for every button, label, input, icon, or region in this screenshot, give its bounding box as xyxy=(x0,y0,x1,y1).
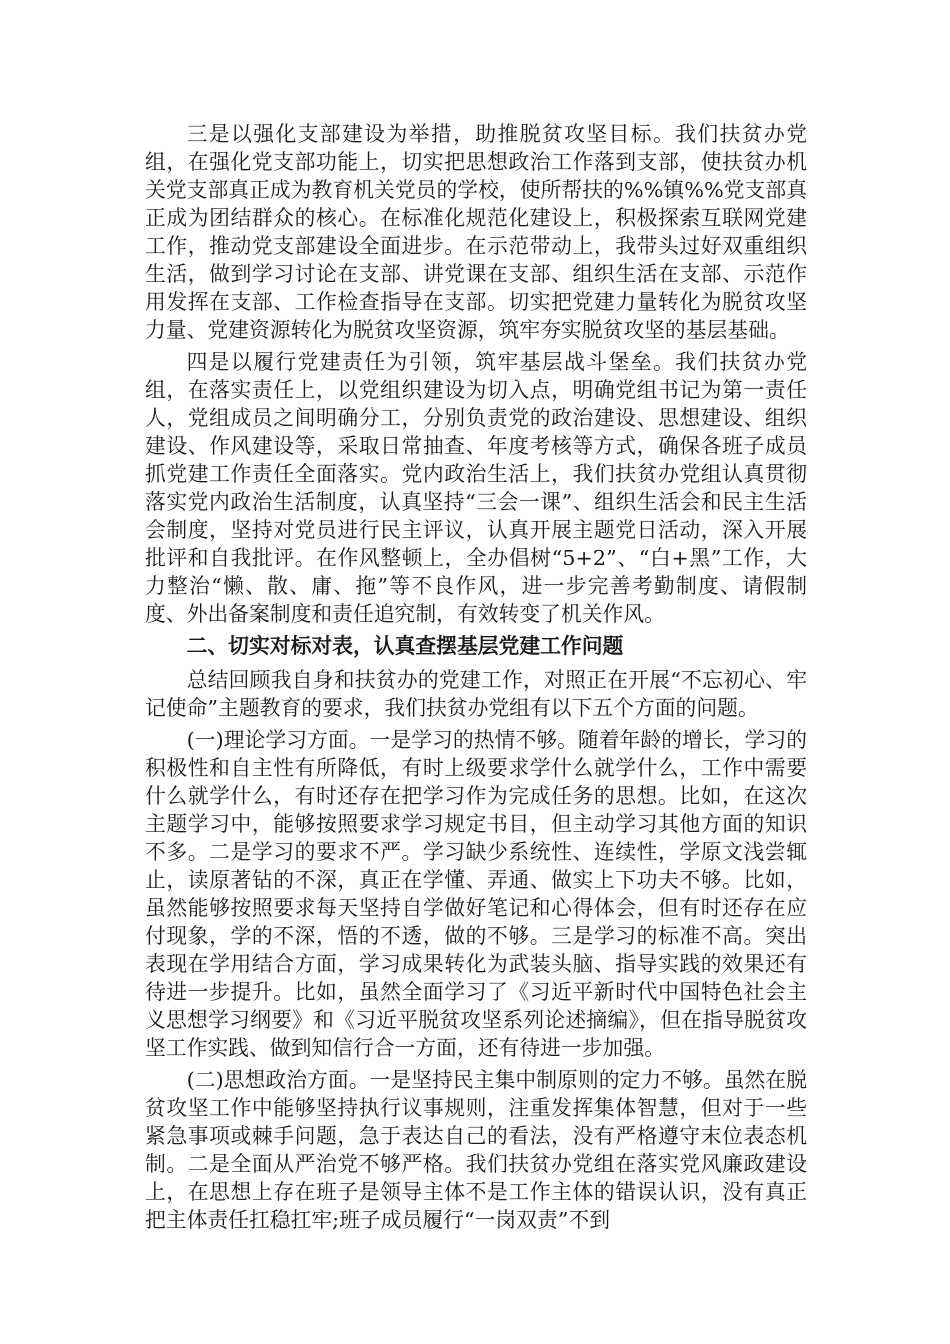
paragraph-summary: 总结回顾我自身和扶贫办的党建工作，对照正在开展“不忘初心、牢记使命”主题教育的要求，我们扶贫办党组有以下五个方面的问题。 xyxy=(145,668,807,720)
paragraph-theory-study: (一)理论学习方面。一是学习的热情不够。随着年龄的增长，学习的积极性和自主性有所降低，有时上级要求学什么就学什么，工作中需要什么就学什么，有时还存在把学习作为完成任务的思想。比如，在这次主题学习中，能够按照要求学习规定书目，但主动学习其他方面的知识不多。二是学习的要求不严。学习缺少系统性、连续性，学原文浅尝辄止，读原著钻的不深，真正在学懂、弄通、做实上下功夫不够。比如，虽然能够按照要求每天坚持自学做好笔记和心得体会，但有时还存在应付现象，学的不深，悟的不透，做的不够。三是学习的标准不高。突出表现在学用结合方面，学习成果转化为武装头脑、指导实践的效果还有待进一步提升。比如，虽然全面学习了《习近平新时代中国特色社会主义思想学习纲要》和《习近平脱贫攻坚系列论述摘编》，但在指导脱贫攻坚工作实践、做到知信行合一方面，还有待进一步加强。 xyxy=(145,728,807,1060)
paragraph-political-thought: (二)思想政治方面。一是坚持民主集中制原则的定力不够。虽然在脱贫攻坚工作中能够坚持执行议事规则，注重发挥集体智慧，但对于一些紧急事项或棘手问题，急于表达自己的看法，没有严格遵守末位表态机制。二是全面从严治党不够严格。我们扶贫办党组在落实党风廉政建设上，在思想上存在班子是领导主体不是工作主体的错误认识，没有真正把主体责任扛稳扛牢;班子成员履行“一岗双责”不到 xyxy=(145,1068,807,1232)
paragraph-4-party-responsibility: 四是以履行党建责任为引领，筑牢基层战斗堡垒。我们扶贫办党组，在落实责任上，以党组织建设为切入点，明确党组书记为第一责任人，党组成员之间明确分工，分别负责党的政治建设、思想建设、组织建设、作风建设等，采取日常抽查、年度考核等方式，确保各班子成员抓党建工作责任全面落实。党内政治生活上，我们扶贫办党组认真贯彻落实党内政治生活制度，认真坚持“三会一课”、组织生活会和民主生活会制度，坚持对党员进行民主评议，认真开展主题党日活动，深入开展批评和自我批评。在作风整顿上，全办倡树“5+2”、“白+黑”工作，大力整治“懒、散、庸、拖”等不良作风，进一步完善考勤制度、请假制度、外出备案制度和责任追究制，有效转变了机关作风。 xyxy=(145,350,807,626)
document-page xyxy=(145,120,807,1238)
section-heading-2: 二、切实对标对表，认真查摆基层党建工作问题 xyxy=(186,634,624,658)
paragraph-3-branch-building: 三是以强化支部建设为举措，助推脱贫攻坚目标。我们扶贫办党组，在强化党支部功能上，切实把思想政治工作落到支部，使扶贫办机关党支部真正成为教育机关党员的学校，使所帮扶的%%镇%%党支部真正成为团结群众的核心。在标准化规范化建设上，积极探索互联网党建工作，推动党支部建设全面进步。在示范带动上，我带头过好双重组织生活，做到学习讨论在支部、讲党课在支部、组织生活在支部、示范作用发挥在支部、工作检查指导在支部。切实把党建力量转化为脱贫攻坚力量、党建资源转化为脱贫攻坚资源，筑牢夯实脱贫攻坚的基层基础。 xyxy=(145,122,807,342)
